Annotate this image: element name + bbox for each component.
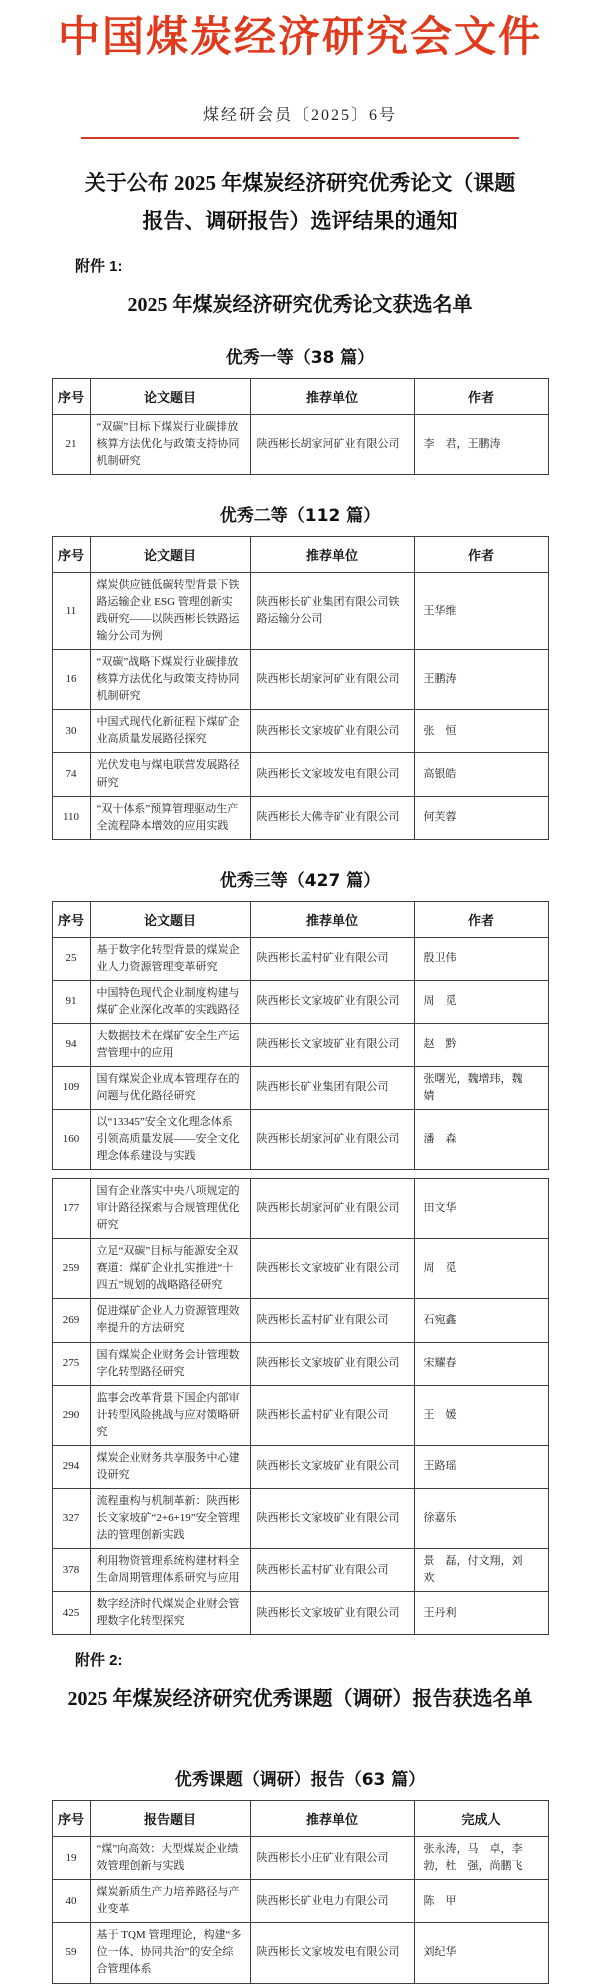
table-cell: 宋耀春	[414, 1342, 548, 1385]
org-title: 中国煤炭经济研究会文件	[57, 15, 542, 61]
section-heading-first-class: 优秀一等（38 篇）	[225, 347, 375, 368]
table-cell: 94	[52, 1023, 90, 1066]
column-header: 论文题目	[90, 537, 250, 573]
attachment1-title: 2025 年煤炭经济研究优秀论文获选名单	[127, 293, 473, 316]
notice-title-line2: 报告、调研报告）选评结果的通知	[142, 209, 458, 234]
table-cell: 周 觅	[414, 980, 548, 1023]
table-header-row	[52, 537, 548, 573]
table-cell: 陕西彬长文家坡矿业有限公司	[250, 1239, 414, 1299]
column-header: 序号	[52, 1801, 90, 1837]
table-cell: 基于数字化转型背景的煤炭企业人力资源管理变革研究	[90, 937, 250, 980]
table-row	[52, 1299, 548, 1342]
table-third-class-part2	[52, 1178, 549, 1635]
table-cell: 周 觅	[414, 1239, 548, 1299]
table-cell: 国有煤炭企业成本管理存在的问题与优化路径研究	[90, 1066, 250, 1109]
table-cell: 王华维	[414, 573, 548, 650]
table-cell: 以“13345”安全文化理念体系引领高质量发展——安全文化理念体系建设与实践	[90, 1110, 250, 1170]
table-cell: “双十体系”预算管理驱动生产全流程降本增效的应用实践	[90, 796, 250, 839]
table-cell: 陕西彬长孟村矿业有限公司	[250, 1549, 414, 1592]
table-cell: 陕西彬长文家坡矿业有限公司	[250, 1023, 414, 1066]
table-cell: 陕西彬长文家坡发电有限公司	[250, 1923, 414, 1983]
table-cell: 王 媛	[414, 1385, 548, 1445]
table-row	[52, 710, 548, 753]
table-cell: 潘 森	[414, 1110, 548, 1170]
attachment1-label: 附件 1:	[75, 257, 123, 275]
table-cell: 陕西彬长文家坡矿业有限公司	[250, 980, 414, 1023]
table-row	[52, 1592, 548, 1635]
table-cell: 259	[52, 1239, 90, 1299]
table-row	[52, 1880, 548, 1923]
table-row	[52, 1179, 548, 1239]
table-cell: 流程重构与机制革新：陕西彬长文家坡矿“2+6+19”安全管理法的管理创新实践	[90, 1488, 250, 1548]
table-cell: 陕西彬长胡家河矿业有限公司	[250, 414, 414, 474]
table-row	[52, 1445, 548, 1488]
table-cell: 294	[52, 1445, 90, 1488]
table-row	[52, 1239, 548, 1299]
table-head	[52, 537, 548, 573]
table-cell: 290	[52, 1385, 90, 1445]
section-heading-report: 优秀课题（调研）报告（63 篇）	[174, 1770, 426, 1791]
table-cell: 陕西彬长小庄矿业有限公司	[250, 1837, 414, 1880]
table-cell: 促进煤矿企业人力资源管理效率提升的方法研究	[90, 1299, 250, 1342]
table-row	[52, 1837, 548, 1880]
table-row	[52, 1066, 548, 1109]
column-header: 序号	[52, 537, 90, 573]
red-divider-line	[81, 137, 519, 139]
table-cell: 陕西彬长胡家河矿业有限公司	[250, 1179, 414, 1239]
table-cell: 74	[52, 753, 90, 796]
table-cell: 基于 TQM 管理理论，构建“多位一体、协同共治”的安全综合管理体系	[90, 1923, 250, 1983]
table-cell: 陕西彬长文家坡矿业有限公司	[250, 710, 414, 753]
column-header: 作者	[414, 901, 548, 937]
table-head	[52, 901, 548, 937]
table-row	[52, 1923, 548, 1983]
table-row	[52, 1488, 548, 1548]
table-cell: 光伏发电与煤电联营发展路径研究	[90, 753, 250, 796]
table-cell: 30	[52, 710, 90, 753]
table-row	[52, 1110, 548, 1170]
section-heading-second-class: 优秀二等（112 篇）	[219, 506, 381, 527]
table-cell: 煤炭新质生产力培养路径与产业变革	[90, 1880, 250, 1923]
table-cell: 王鹏涛	[414, 650, 548, 710]
table-body	[52, 937, 548, 1170]
column-header: 推荐单位	[250, 901, 414, 937]
table-cell: 景 磊，付文翔，刘 欢	[414, 1549, 548, 1592]
table-cell: 陕西彬长矿业集团有限公司	[250, 1066, 414, 1109]
table-cell: 国有企业落实中央八项规定的审计路径探索与合规管理优化研究	[90, 1179, 250, 1239]
table-cell: 利用物资管理系统构建材料全生命周期管理体系研究与应用	[90, 1549, 250, 1592]
table-cell: 徐嘉乐	[414, 1488, 548, 1548]
table-row	[52, 937, 548, 980]
table-row	[52, 1549, 548, 1592]
table-cell: 59	[52, 1923, 90, 1983]
column-header: 推荐单位	[250, 378, 414, 414]
table-cell: 张 恒	[414, 710, 548, 753]
table-cell: 21	[52, 414, 90, 474]
table-body	[52, 573, 548, 840]
table-cell: 中国式现代化新征程下煤矿企业高质量发展路径探究	[90, 710, 250, 753]
table-row	[52, 1023, 548, 1066]
column-header: 序号	[52, 378, 90, 414]
column-header: 论文题目	[90, 901, 250, 937]
table-second-class	[52, 536, 549, 840]
table-cell: 109	[52, 1066, 90, 1109]
attachment2-label: 附件 2:	[75, 1652, 123, 1670]
table-cell: 陕西彬长胡家河矿业有限公司	[250, 650, 414, 710]
table-cell: 何芙蓉	[414, 796, 548, 839]
table-cell: 刘纪华	[414, 1923, 548, 1983]
table-body	[52, 1837, 548, 1983]
table-cell: 40	[52, 1880, 90, 1923]
section-heading-third-class: 优秀三等（427 篇）	[219, 870, 381, 891]
table-cell: 269	[52, 1299, 90, 1342]
table-cell: 陈 甲	[414, 1880, 548, 1923]
table-cell: 石宛鑫	[414, 1299, 548, 1342]
table-cell: 378	[52, 1549, 90, 1592]
table-cell: 大数据技术在煤矿安全生产运营管理中的应用	[90, 1023, 250, 1066]
table-row	[52, 414, 548, 474]
table-cell: 监事会改革背景下国企内部审计转型风险挑战与应对策略研究	[90, 1385, 250, 1445]
table-cell: 田文华	[414, 1179, 548, 1239]
attachment2-title: 2025 年煤炭经济研究优秀课题（调研）报告获选名单	[67, 1688, 533, 1711]
table-cell: 煤炭企业财务共享服务中心建设研究	[90, 1445, 250, 1488]
table-cell: 陕西彬长孟村矿业有限公司	[250, 937, 414, 980]
column-header: 推荐单位	[250, 1801, 414, 1837]
table-row	[52, 980, 548, 1023]
table-third-class-part1	[52, 901, 549, 1171]
table-cell: 陕西彬长大佛寺矿业有限公司	[250, 796, 414, 839]
table-cell: “煤”向高效：大型煤炭企业绩效管理创新与实践	[90, 1837, 250, 1880]
table-body	[52, 414, 548, 474]
table-report	[52, 1800, 549, 1983]
table-row	[52, 796, 548, 839]
table-cell: 张永涛，马 卓，李 勃，杜 强，尚鹏飞	[414, 1837, 548, 1880]
table-cell: 160	[52, 1110, 90, 1170]
table-cell: “双碳”目标下煤炭行业碳排放核算方法优化与政策支持协同机制研究	[90, 414, 250, 474]
column-header: 报告题目	[90, 1801, 250, 1837]
table-cell: 立足“双碳”目标与能源安全双赛道：煤矿企业扎实推进“十四五”规划的战略路径研究	[90, 1239, 250, 1299]
table-cell: 陕西彬长孟村矿业有限公司	[250, 1385, 414, 1445]
table-head	[52, 378, 548, 414]
table-cell: 25	[52, 937, 90, 980]
column-header: 作者	[414, 537, 548, 573]
notice-title-line1: 关于公布 2025 年煤炭经济研究优秀论文（课题	[84, 171, 516, 196]
table-cell: 陕西彬长矿业集团有限公司铁路运输分公司	[250, 573, 414, 650]
table-cell: 177	[52, 1179, 90, 1239]
table-cell: 国有煤炭企业财务会计管理数字化转型路径研究	[90, 1342, 250, 1385]
table-cell: 王路瑶	[414, 1445, 548, 1488]
table-header-row	[52, 1801, 548, 1837]
table-cell: 19	[52, 1837, 90, 1880]
table-cell: 李 君，王鹏涛	[414, 414, 548, 474]
table-cell: 陕西彬长孟村矿业有限公司	[250, 1299, 414, 1342]
column-header: 论文题目	[90, 378, 250, 414]
table-head	[52, 1801, 548, 1837]
table-cell: 11	[52, 573, 90, 650]
table-cell: 91	[52, 980, 90, 1023]
table-cell: 陕西彬长文家坡矿业有限公司	[250, 1445, 414, 1488]
table-body	[52, 1179, 548, 1635]
column-header: 序号	[52, 901, 90, 937]
table-row	[52, 650, 548, 710]
document-number: 煤经研会员〔2025〕6号	[202, 107, 397, 125]
table-header-row	[52, 901, 548, 937]
table-cell: 数字经济时代煤炭企业财会管理数字化转型探究	[90, 1592, 250, 1635]
document-page	[0, 14, 600, 1984]
table-cell: 陕西彬长文家坡发电有限公司	[250, 753, 414, 796]
table-cell: 张曙光，魏增玮，魏 婧	[414, 1066, 548, 1109]
table-cell: 王丹利	[414, 1592, 548, 1635]
table-cell: 中国特色现代企业制度构建与煤矿企业深化改革的实践路径	[90, 980, 250, 1023]
table-row	[52, 753, 548, 796]
table-row	[52, 573, 548, 650]
table-cell: “双碳”战略下煤炭行业碳排放核算方法优化与政策支持协同机制研究	[90, 650, 250, 710]
table-row	[52, 1342, 548, 1385]
table-cell: 275	[52, 1342, 90, 1385]
table-header-row	[52, 378, 548, 414]
table-row	[52, 1385, 548, 1445]
table-cell: 110	[52, 796, 90, 839]
table-cell: 煤炭供应链低碳转型背景下铁路运输企业 ESG 管理创新实践研究——以陕西彬长铁路运输分公司为例	[90, 573, 250, 650]
table-cell: 陕西彬长文家坡矿业有限公司	[250, 1592, 414, 1635]
table-cell: 陕西彬长胡家河矿业有限公司	[250, 1110, 414, 1170]
column-header: 完成人	[414, 1801, 548, 1837]
notice-title	[30, 165, 570, 241]
column-header: 作者	[414, 378, 548, 414]
column-header: 推荐单位	[250, 537, 414, 573]
table-cell: 陕西彬长矿业电力有限公司	[250, 1880, 414, 1923]
table-cell: 陕西彬长文家坡矿业有限公司	[250, 1488, 414, 1548]
table-cell: 高银皓	[414, 753, 548, 796]
table-cell: 327	[52, 1488, 90, 1548]
table-cell: 陕西彬长文家坡矿业有限公司	[250, 1342, 414, 1385]
table-cell: 425	[52, 1592, 90, 1635]
table-cell: 赵 黔	[414, 1023, 548, 1066]
table-cell: 殷卫伟	[414, 937, 548, 980]
table-first-class	[52, 378, 549, 475]
table-cell: 16	[52, 650, 90, 710]
